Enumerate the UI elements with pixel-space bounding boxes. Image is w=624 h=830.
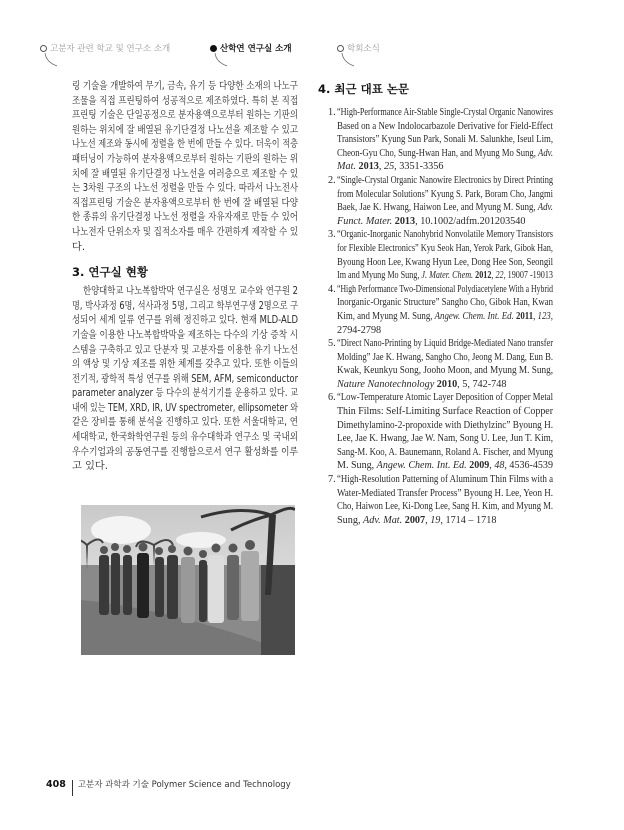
- reference-text: Dimethylamino-2-propoxide with Diethylzinc” Byoung H.: [337, 419, 553, 431]
- journal-text: J. Mater. Chem.: [421, 270, 474, 282]
- line-text: 치에 잘 배열된 유기단결정 나노선을 여러층으로 제조할 수 있: [72, 168, 298, 180]
- line-text: 우수기업과의 공동연구를 진행함으로서 연구 활성화를 이루: [72, 446, 298, 458]
- year-text: 2010: [436, 378, 458, 390]
- line-text: 전기적, 광학적 특성 연구를 위해 SEM, AFM, semiconductor: [72, 373, 298, 385]
- reference-text: ,: [533, 310, 538, 322]
- journal-text: 19: [430, 514, 441, 526]
- reference-line: [337, 459, 553, 473]
- reference-item: [318, 283, 553, 337]
- journal-text: Mat.: [337, 161, 356, 173]
- reference-text: Thin Films: Self-Limiting Surface Reaction of Copper: [337, 406, 553, 418]
- reference-line: [337, 514, 553, 528]
- reference-item: [318, 473, 553, 527]
- reference-line: [337, 351, 553, 365]
- reference-text: ,: [425, 514, 431, 526]
- text-line: [72, 446, 298, 461]
- reference-line: [337, 120, 553, 134]
- body-paragraph: [72, 80, 298, 255]
- reference-number: 5.: [328, 338, 336, 350]
- reference-text: M. Sung,: [337, 460, 377, 472]
- text-line: [72, 95, 298, 110]
- text-line: [72, 344, 298, 359]
- page-footer: [46, 776, 291, 792]
- journal-text: Funct. Mater.: [337, 215, 393, 227]
- line-text: 원하는 위치에 잘 배열된 유기단결정 나노선을 제조할 수 있고: [72, 124, 298, 136]
- curve-decoration-icon: [213, 53, 233, 67]
- journal-text: Angew. Chem. Int. Ed.: [434, 310, 514, 322]
- line-text: 세대학교, 한국화학연구원 등의 유수대학과 연구소 및 국내외: [72, 432, 298, 444]
- reference-text: Lee, Jae K. Hwang, Jae W. Nam, Song U. Lee, Jun T. Kim,: [337, 433, 553, 445]
- reference-text: “High-Resolution Patterning of Aluminum Thin Films with a: [337, 474, 553, 486]
- text-line: [72, 124, 298, 139]
- reference-line: [337, 446, 553, 460]
- text-line: [72, 153, 298, 168]
- reference-item: [318, 228, 553, 282]
- line-text: 성되어 세계 일류 연구를 위해 정진하고 있다. 현재 MLD-ALD: [72, 315, 298, 327]
- reference-number: 3.: [328, 229, 336, 241]
- text-line: [72, 109, 298, 124]
- reference-line: [337, 283, 553, 297]
- reference-line: [337, 174, 553, 188]
- text-line: [72, 329, 298, 344]
- text-line: [72, 314, 298, 329]
- section-heading: 3. 연구실 현황: [72, 265, 148, 280]
- reference-text: Transistors” Kyung Sun Park, Sonali M. Salunkhe, Iseul Lim,: [337, 134, 553, 146]
- reference-text: , 4536-4539: [504, 460, 553, 472]
- reference-text: , 5, 742-748: [457, 378, 507, 390]
- text-line: [72, 300, 298, 315]
- reference-text: Im and Myung Mo Sung,: [337, 270, 422, 282]
- reference-line: [337, 405, 553, 419]
- text-line: [72, 358, 298, 373]
- curve-decoration-icon: [43, 53, 63, 67]
- body-paragraph: [72, 285, 298, 475]
- reference-line: [337, 419, 553, 433]
- right-column: [318, 80, 553, 527]
- journal-name: 고분자 과학과 기술 Polymer Science and Technology: [77, 780, 291, 790]
- reference-text: ,: [550, 310, 553, 322]
- text-line: [72, 387, 298, 402]
- text-line: [72, 211, 298, 226]
- text-line: [72, 285, 298, 300]
- reference-text: Baek, Jae K. Hwang, Haiwon Lee, and Myung M. Sung,: [337, 202, 538, 214]
- reference-text: “Organic-Inorganic Nanohybrid Nonvolatile Memory Transistors: [337, 229, 553, 241]
- curve-decoration-icon: [340, 53, 360, 67]
- reference-text: 2794-2798: [337, 324, 382, 336]
- journal-text: 25: [383, 161, 395, 173]
- reference-text: Sang-M. Koo, A. Baunemann, Roland A. Fischer, and Myung: [337, 446, 553, 458]
- line-text: 조물을 직접 프린팅하여 성공적으로 제조하였다. 특히 본 직접: [72, 95, 298, 107]
- reference-text: Water-Mediated Transfer Process” Byoung H. Lee, Yeon H.: [337, 487, 553, 499]
- year-text: 2013: [358, 161, 379, 173]
- reference-number: 4.: [328, 283, 336, 295]
- reference-text: ,: [378, 161, 384, 173]
- nav-label: 학회소식: [347, 44, 380, 54]
- text-line: [72, 416, 298, 431]
- reference-line: [337, 201, 553, 215]
- reference-text: Kwak, Keunkyu Song, Jooho Moon, and Myung M. Sung,: [337, 365, 553, 377]
- reference-line: [337, 364, 553, 378]
- reference-line: [337, 324, 553, 338]
- text-line: [72, 168, 298, 183]
- reference-line: [337, 378, 553, 392]
- reference-text: “Direct Nano-Printing by Liquid Bridge-Mediated Nano transfer: [337, 338, 553, 350]
- journal-text: Adv.: [537, 202, 553, 214]
- reference-text: Inorganic-Organic Structure” Sangho Cho, Gibok Han, Kwan: [337, 297, 553, 309]
- reference-list: [318, 106, 553, 527]
- reference-line: [337, 147, 553, 161]
- line-text: 기술을 이용한 나노복합박막을 제조하는 다수의 기상 증착 시: [72, 329, 298, 341]
- reference-text: , 10.1002/adfm.201203540: [415, 215, 526, 227]
- reference-text: , 19007 -19013: [503, 270, 553, 282]
- reference-line: [337, 473, 553, 487]
- line-text: 고 있다.: [72, 461, 108, 473]
- line-text: 명, 박사과정 6명, 석사과정 5명, 그리고 학부연구생 2명으로 구: [72, 300, 298, 312]
- reference-number: 2.: [328, 174, 336, 186]
- reference-line: [337, 188, 553, 202]
- reference-item: [318, 106, 553, 174]
- reference-text: , 1714 – 1718: [440, 514, 497, 526]
- journal-text: 22: [495, 270, 504, 282]
- line-text: 패터닝이 가능하여 분자용액으로부터 원하는 기판의 원하는 위: [72, 153, 298, 165]
- reference-line: [337, 256, 553, 270]
- reference-number: 6.: [328, 392, 336, 404]
- nav-label: 고분자 관련 학교 및 연구소 소개: [50, 44, 171, 54]
- line-text: 다.: [72, 241, 86, 253]
- reference-text: “High-Performance Air-Stable Single-Crystal Organic Nanowires: [337, 107, 553, 118]
- line-text: 나노전자 단위소자 및 집적소자를 매우 간편하게 제작할 수 있: [72, 226, 298, 238]
- journal-text: Adv. Mat.: [363, 514, 403, 526]
- reference-line: [337, 432, 553, 446]
- reference-line: [337, 296, 553, 310]
- reference-item: [318, 391, 553, 473]
- line-text: 의 액상 및 기상 제조를 위한 체계를 갖추고 있다. 또한 이들의: [72, 359, 298, 371]
- line-text: 는 3차원 구조의 나노선 정렬을 만들 수 있다. 따라서 나노전사: [72, 183, 298, 195]
- reference-text: Byoung Hoon Lee, Kwang Hyun Lee, Dong Hee Son, Seongil: [337, 256, 553, 268]
- reference-line: [337, 106, 553, 120]
- year-text: 2012: [475, 270, 492, 282]
- line-text: 나노선 제조와 동시에 정렬을 한 번에 만들 수 있다. 더욱이 적층: [72, 139, 298, 151]
- reference-line: [337, 228, 553, 242]
- reference-line: [337, 500, 553, 514]
- journal-text: 123: [537, 310, 551, 322]
- reference-text: “High Performance Two-Dimensional Polydiacetylene With a Hybrid: [337, 283, 553, 295]
- line-text: 같은 장비를 통해 분석을 진행하고 있다. 또한 서울대학교, 연: [72, 417, 298, 429]
- journal-text: Angew. Chem. Int. Ed.: [376, 460, 467, 472]
- text-line: [72, 80, 298, 95]
- reference-number: 1.: [328, 107, 336, 118]
- reference-text: Molding” Jae K. Hwang, Sangho Cho, Jeong M. Dang, Eun B.: [337, 351, 553, 363]
- reference-item: [318, 174, 553, 228]
- journal-text: Adv.: [538, 147, 553, 159]
- text-line: [72, 226, 298, 241]
- line-text: 한양대학교 나노복합박막 연구실은 성명모 교수와 연구원 2: [83, 286, 298, 298]
- reference-text: Sung,: [337, 514, 364, 526]
- journal-text: 48: [494, 460, 505, 472]
- filled-circle-icon: [210, 45, 217, 52]
- text-line: [72, 241, 298, 256]
- page-number: 408: [46, 778, 66, 790]
- reference-text: Kim, and Myung M. Sung,: [337, 310, 435, 322]
- reference-text: ,: [489, 460, 495, 472]
- left-column: [72, 80, 298, 475]
- reference-line: [337, 242, 553, 256]
- reference-line: [337, 269, 553, 283]
- reference-text: from Molecular Solutions” Kyung S. Park, Boram Cho, Jangmi: [337, 188, 553, 200]
- year-text: 2013: [394, 215, 416, 227]
- line-text: 한 종류의 유기단결정 나노선 정렬을 자유자재로 만들 수 있어: [72, 212, 298, 224]
- reference-text: for Flexible Electronics” Kyu Seok Han, Yerok Park, Gibok Han,: [337, 242, 553, 254]
- reference-text: “Single-Crystal Organic Nanowire Electronics by Direct Printing: [337, 174, 553, 186]
- reference-line: [337, 487, 553, 501]
- reference-text: , 3351-3356: [394, 161, 444, 173]
- reference-text: “Low-Temperature Atomic Layer Deposition of Copper Metal: [337, 392, 553, 404]
- reference-line: [337, 337, 553, 351]
- line-text: 링 기술을 개발하여 무기, 금속, 유기 등 다양한 소재의 나노구: [72, 81, 298, 92]
- reference-line: [337, 160, 553, 174]
- reference-line: [337, 133, 553, 147]
- circle-icon: [40, 45, 47, 52]
- line-text: 직접프린팅 기술은 분자용액으로부터 한 번에 잘 배열된 다양: [72, 197, 298, 209]
- circle-icon: [337, 45, 344, 52]
- text-line: [72, 431, 298, 446]
- text-line: [72, 182, 298, 197]
- year-text: 2007: [404, 514, 426, 526]
- reference-line: [337, 391, 553, 405]
- reference-number: 7.: [328, 474, 336, 486]
- year-text: 2011: [515, 310, 534, 322]
- nav-label: 산학연 연구실 소개: [220, 44, 292, 54]
- reference-line: [337, 215, 553, 229]
- reference-text: Cho, Haiwon Lee, Ki-Dong Lee, Sang H. Kim, and Myung M.: [337, 501, 553, 513]
- text-line: [72, 402, 298, 417]
- text-line: [72, 197, 298, 212]
- text-line: [72, 460, 298, 475]
- journal-text: Nature Nanotechnology: [337, 378, 435, 390]
- reference-text: ,: [491, 270, 496, 282]
- text-line: [72, 138, 298, 153]
- line-text: 스템을 구축하고 있고 단분자 및 고분자를 이용한 유기 나노선: [72, 344, 298, 356]
- lab-group-photo: [81, 505, 295, 655]
- reference-line: [337, 310, 553, 324]
- section-nav: [0, 40, 624, 70]
- line-text: parameter analyzer 등 다수의 분석기기를 운용하고 있다. 교: [72, 388, 298, 400]
- reference-item: [318, 337, 553, 391]
- section-heading: 4. 최근 대표 논문: [318, 82, 410, 96]
- footer-divider: [72, 780, 73, 796]
- text-line: [72, 373, 298, 388]
- line-text: 프린팅 기술은 단일공정으로 분자용액으로부터 원하는 기판의: [72, 110, 298, 122]
- reference-text: Based on a New Indolocarbazole Derivative for Field-Effect: [337, 120, 553, 132]
- year-text: 2009: [469, 460, 490, 472]
- reference-text: Cheon-Gyu Cho, Sung-Hwan Han, and Myung Mo Sung,: [337, 147, 539, 159]
- line-text: 내에 있는 TEM, XRD, IR, UV spectrometer, ellipsometer 와: [72, 402, 298, 414]
